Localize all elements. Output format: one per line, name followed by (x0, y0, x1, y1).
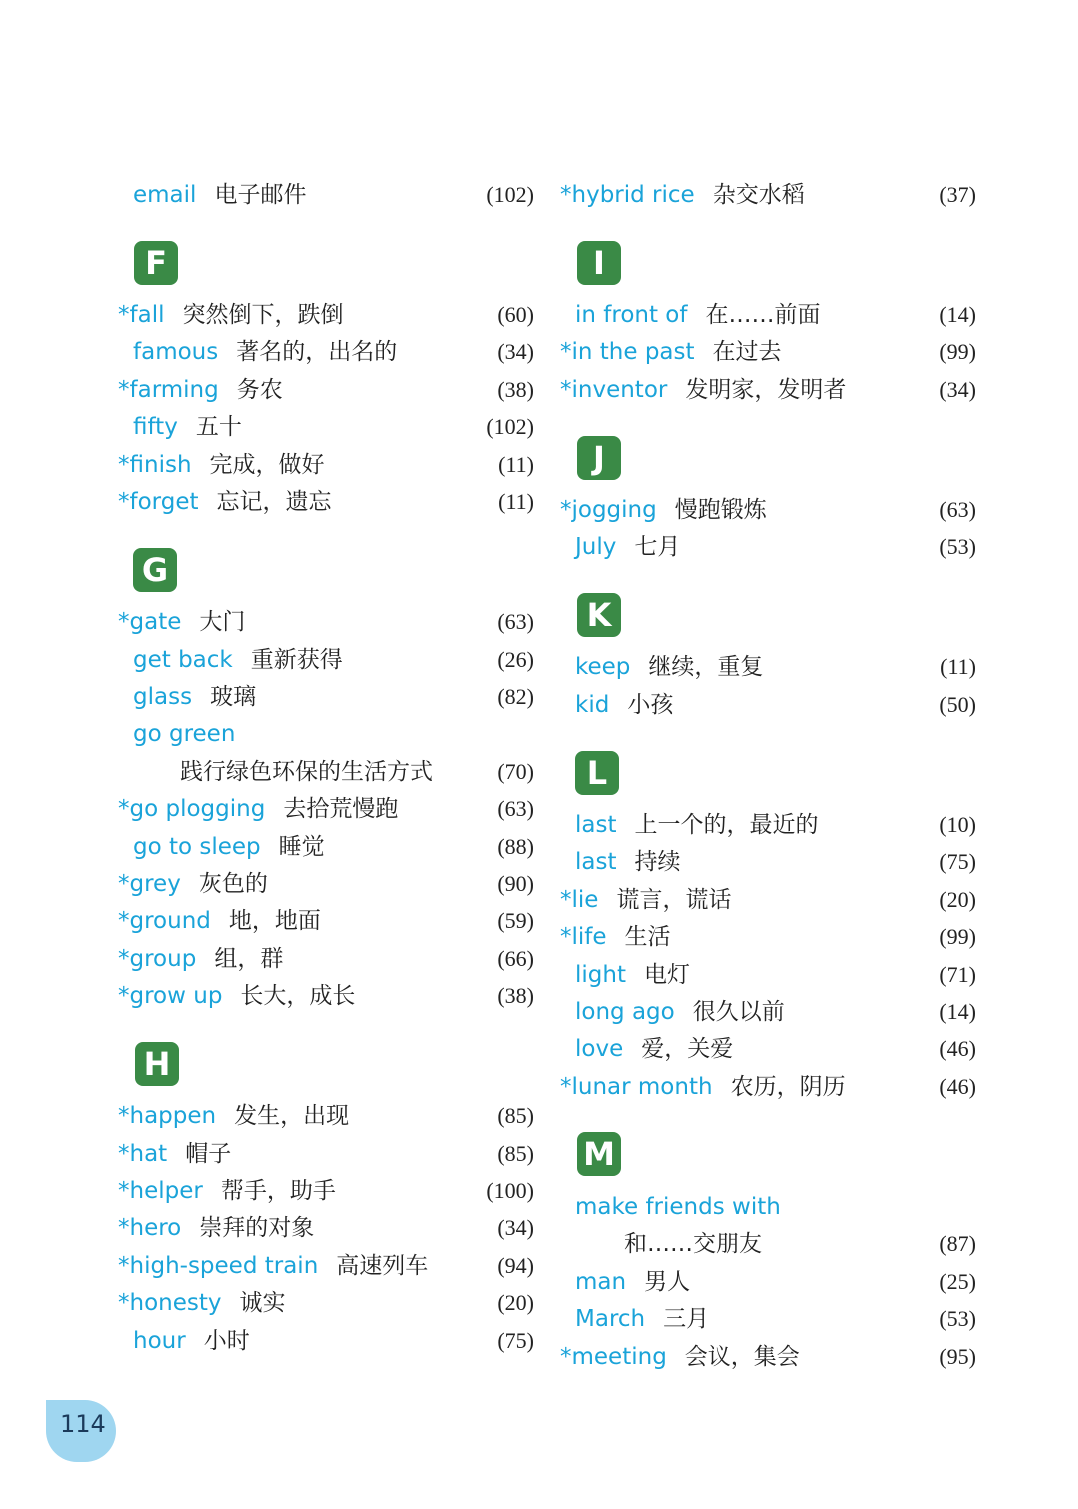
entry-page: (90) (497, 871, 534, 896)
list-item (118, 607, 534, 644)
entry-word: fifty 五十 (133, 414, 242, 440)
entry-page: (26) (497, 647, 534, 672)
list-item (560, 885, 976, 922)
list-item (560, 1072, 976, 1109)
entry-meaning: 著名的，出名的 (236, 339, 398, 365)
list-item (118, 337, 534, 374)
entry-word: July 七月 (575, 534, 681, 560)
entry-word: last 持续 (575, 849, 681, 875)
entry-word: go to sleep 睡觉 (133, 834, 325, 860)
entry-page: (100) (486, 1178, 534, 1203)
entry-page: (66) (497, 946, 534, 971)
entry-meaning: 三月 (663, 1306, 710, 1332)
entry-word: *life 生活 (560, 924, 671, 950)
list-item (118, 869, 534, 906)
entry-page: (88) (497, 834, 534, 859)
entry-word: make friends with (575, 1194, 781, 1220)
entry-meaning: 发生，出现 (234, 1103, 350, 1129)
list-item (118, 944, 534, 981)
entry-meaning: 和……交朋友 (624, 1231, 762, 1257)
entry-word: *happen 发生，出现 (118, 1103, 350, 1129)
entry-meaning: 电子邮件 (214, 182, 307, 208)
list-item (560, 300, 976, 337)
entry-page: (85) (497, 1103, 534, 1128)
entry-meaning: 在……前面 (705, 302, 821, 328)
list-item (118, 300, 534, 337)
entry-word: light 电灯 (575, 962, 690, 988)
entry-word: love 爱，关爱 (575, 1036, 734, 1062)
entry-page: (50) (939, 692, 976, 717)
list-item (118, 375, 534, 412)
entry-meaning: 发明家，发明者 (685, 377, 847, 403)
entry-word: *high-speed train 高速列车 (118, 1253, 429, 1279)
list-item (560, 847, 976, 884)
entry-word: *lunar month 农历，阴历 (560, 1074, 846, 1100)
letter-badge-i: I (577, 241, 621, 285)
entry-page: (25) (939, 1269, 976, 1294)
entry-meaning: 在过去 (712, 339, 782, 365)
list-item (118, 412, 534, 449)
entry-word: *in the past 在过去 (560, 339, 782, 365)
entry-meaning: 杂交水稻 (712, 182, 805, 208)
entry-meaning: 务农 (236, 377, 283, 403)
list-item (560, 690, 976, 727)
letter-badge-m: M (577, 1132, 621, 1176)
entry-word: hour 小时 (133, 1328, 250, 1354)
entry-meaning: 帽子 (185, 1141, 232, 1167)
entry-page: (87) (939, 1231, 976, 1256)
entry-word: *inventor 发明家，发明者 (560, 377, 847, 403)
entry-page: (63) (497, 796, 534, 821)
entry-meaning: 帮手，助手 (220, 1178, 336, 1204)
entry-page: (37) (939, 182, 976, 207)
entry-meaning: 五十 (195, 414, 242, 440)
entry-meaning: 持续 (634, 849, 681, 875)
list-item (118, 1213, 534, 1250)
entry-page: (20) (497, 1290, 534, 1315)
list-item (560, 1267, 976, 1304)
entry-word: *hybrid rice 杂交水稻 (560, 182, 805, 208)
list-item (560, 495, 976, 532)
list-item (560, 1034, 976, 1071)
list-item (118, 1251, 534, 1288)
entry-page: (34) (497, 339, 534, 364)
list-item (560, 652, 976, 689)
entry-page: (38) (497, 377, 534, 402)
list-item (118, 981, 534, 1018)
entry-page: (14) (939, 999, 976, 1024)
entry-meaning: 慢跑锻炼 (674, 497, 767, 523)
entry-word: keep 继续，重复 (575, 654, 764, 680)
letter-badge-h: H (135, 1042, 179, 1086)
entry-word: *lie 谎言，谎话 (560, 887, 732, 913)
entry-meaning: 爱，关爱 (641, 1036, 734, 1062)
entry-page: (99) (939, 924, 976, 949)
entry-word: glass 玻璃 (133, 684, 257, 710)
entry-word: *hat 帽子 (118, 1141, 232, 1167)
entry-word: *ground 地，地面 (118, 908, 321, 934)
list-item (118, 1326, 534, 1363)
entry-page: (85) (497, 1141, 534, 1166)
letter-badge-k: K (577, 593, 621, 637)
list-item (560, 922, 976, 959)
list-item (118, 180, 534, 217)
entry-word: *group 组，群 (118, 946, 284, 972)
letter-badge-f: F (134, 241, 178, 285)
entry-page: (53) (939, 534, 976, 559)
list-item (118, 682, 534, 719)
entry-word: *farming 务农 (118, 377, 283, 403)
entry-meaning: 谎言，谎话 (616, 887, 732, 913)
entry-word: *jogging 慢跑锻炼 (560, 497, 767, 523)
entry-meaning: 电灯 (643, 962, 690, 988)
list-item (118, 906, 534, 943)
entry-page: (46) (939, 1036, 976, 1061)
entry-meaning: 去拾荒慢跑 (283, 796, 399, 822)
entry-meaning: 七月 (634, 534, 681, 560)
entry-meaning: 上一个的，最近的 (634, 812, 819, 838)
entry-page: (14) (939, 302, 976, 327)
entry-word: March 三月 (575, 1306, 710, 1332)
entry-page: (60) (497, 302, 534, 327)
list-item (560, 960, 976, 997)
entry-meaning: 灰色的 (198, 871, 268, 897)
letter-badge-l: L (575, 751, 619, 795)
entry-page: (71) (939, 962, 976, 987)
entry-meaning: 男人 (644, 1269, 691, 1295)
entry-page: (94) (497, 1253, 534, 1278)
entry-word: go green (133, 721, 236, 747)
entry-meaning: 继续，重复 (648, 654, 764, 680)
list-item (560, 810, 976, 847)
letter-badge-g: G (133, 548, 177, 592)
entry-meaning: 玻璃 (210, 684, 257, 710)
entry-word: *finish 完成，做好 (118, 452, 325, 478)
letter-badge-j: J (577, 436, 621, 480)
entry-page: (95) (939, 1344, 976, 1369)
entry-meaning: 农历，阴历 (730, 1074, 846, 1100)
entry-word: *forget 忘记，遗忘 (118, 489, 332, 515)
entry-meaning: 诚实 (239, 1290, 286, 1316)
entry-meaning: 忘记，遗忘 (216, 489, 332, 515)
entry-word: famous 著名的，出名的 (133, 339, 398, 365)
list-item (560, 1229, 976, 1266)
entry-word: *meeting 会议，集会 (560, 1344, 800, 1370)
entry-meaning: 践行绿色环保的生活方式 (180, 759, 433, 785)
list-item (560, 1304, 976, 1341)
entry-page: (34) (939, 377, 976, 402)
entry-word: long ago 很久以前 (575, 999, 785, 1025)
entry-page: (11) (498, 452, 534, 477)
page-number: 114 (60, 1410, 106, 1438)
entry-word: get back 重新获得 (133, 647, 343, 673)
entry-word: *go plogging 去拾荒慢跑 (118, 796, 399, 822)
list-item (118, 450, 534, 487)
entry-meaning: 睡觉 (278, 834, 325, 860)
entry-meaning: 重新获得 (250, 647, 343, 673)
entry-page: (70) (497, 759, 534, 784)
entry-word: man 男人 (575, 1269, 691, 1295)
list-item (118, 719, 534, 756)
list-item (560, 532, 976, 569)
entry-meaning: 小时 (203, 1328, 250, 1354)
entry-word: in front of 在……前面 (575, 302, 821, 328)
entry-page: (34) (497, 1215, 534, 1240)
list-item (118, 832, 534, 869)
entry-meaning: 完成，做好 (209, 452, 325, 478)
entry-meaning: 崇拜的对象 (199, 1215, 315, 1241)
entry-page: (46) (939, 1074, 976, 1099)
entry-page: (102) (486, 414, 534, 439)
entry-word: *grey 灰色的 (118, 871, 268, 897)
entry-word: email 电子邮件 (133, 182, 307, 208)
entry-word: kid 小孩 (575, 692, 674, 718)
list-item (560, 180, 976, 217)
entry-page: (53) (939, 1306, 976, 1331)
entry-word: *fall 突然倒下，跌倒 (118, 302, 344, 328)
entry-page: (82) (497, 684, 534, 709)
entry-word: *gate 大门 (118, 609, 246, 635)
list-item (560, 1192, 976, 1229)
entry-page: (99) (939, 339, 976, 364)
entry-meaning: 小孩 (627, 692, 674, 718)
entry-meaning: 地，地面 (228, 908, 321, 934)
list-item (118, 794, 534, 831)
list-item (118, 1176, 534, 1213)
entry-page: (63) (939, 497, 976, 522)
entry-word: *hero 崇拜的对象 (118, 1215, 315, 1241)
list-item (118, 645, 534, 682)
entry-page: (75) (939, 849, 976, 874)
list-item (560, 1342, 976, 1379)
entry-page: (63) (497, 609, 534, 634)
entry-page: (102) (486, 182, 534, 207)
entry-meaning: 长大，成长 (240, 983, 356, 1009)
entry-meaning: 高速列车 (336, 1253, 429, 1279)
entry-meaning: 很久以前 (692, 999, 785, 1025)
entry-meaning: 突然倒下，跌倒 (182, 302, 344, 328)
entry-page: (11) (498, 489, 534, 514)
entry-page: (20) (939, 887, 976, 912)
list-item (118, 1139, 534, 1176)
entry-meaning: 大门 (199, 609, 246, 635)
list-item (118, 1288, 534, 1325)
entry-meaning: 组，群 (214, 946, 284, 972)
list-item (118, 487, 534, 524)
entry-word: *helper 帮手，助手 (118, 1178, 336, 1204)
list-item (118, 1101, 534, 1138)
entry-page: (10) (939, 812, 976, 837)
entry-page: (59) (497, 908, 534, 933)
entry-meaning: 生活 (624, 924, 671, 950)
entry-word: *honesty 诚实 (118, 1290, 286, 1316)
list-item (560, 337, 976, 374)
entry-meaning: 会议，集会 (684, 1344, 800, 1370)
entry-word: last 上一个的，最近的 (575, 812, 819, 838)
list-item (560, 997, 976, 1034)
entry-page: (11) (940, 654, 976, 679)
list-item (118, 757, 534, 794)
list-item (560, 375, 976, 412)
entry-page: (75) (497, 1328, 534, 1353)
entry-page: (38) (497, 983, 534, 1008)
entry-word: *grow up 长大，成长 (118, 983, 356, 1009)
